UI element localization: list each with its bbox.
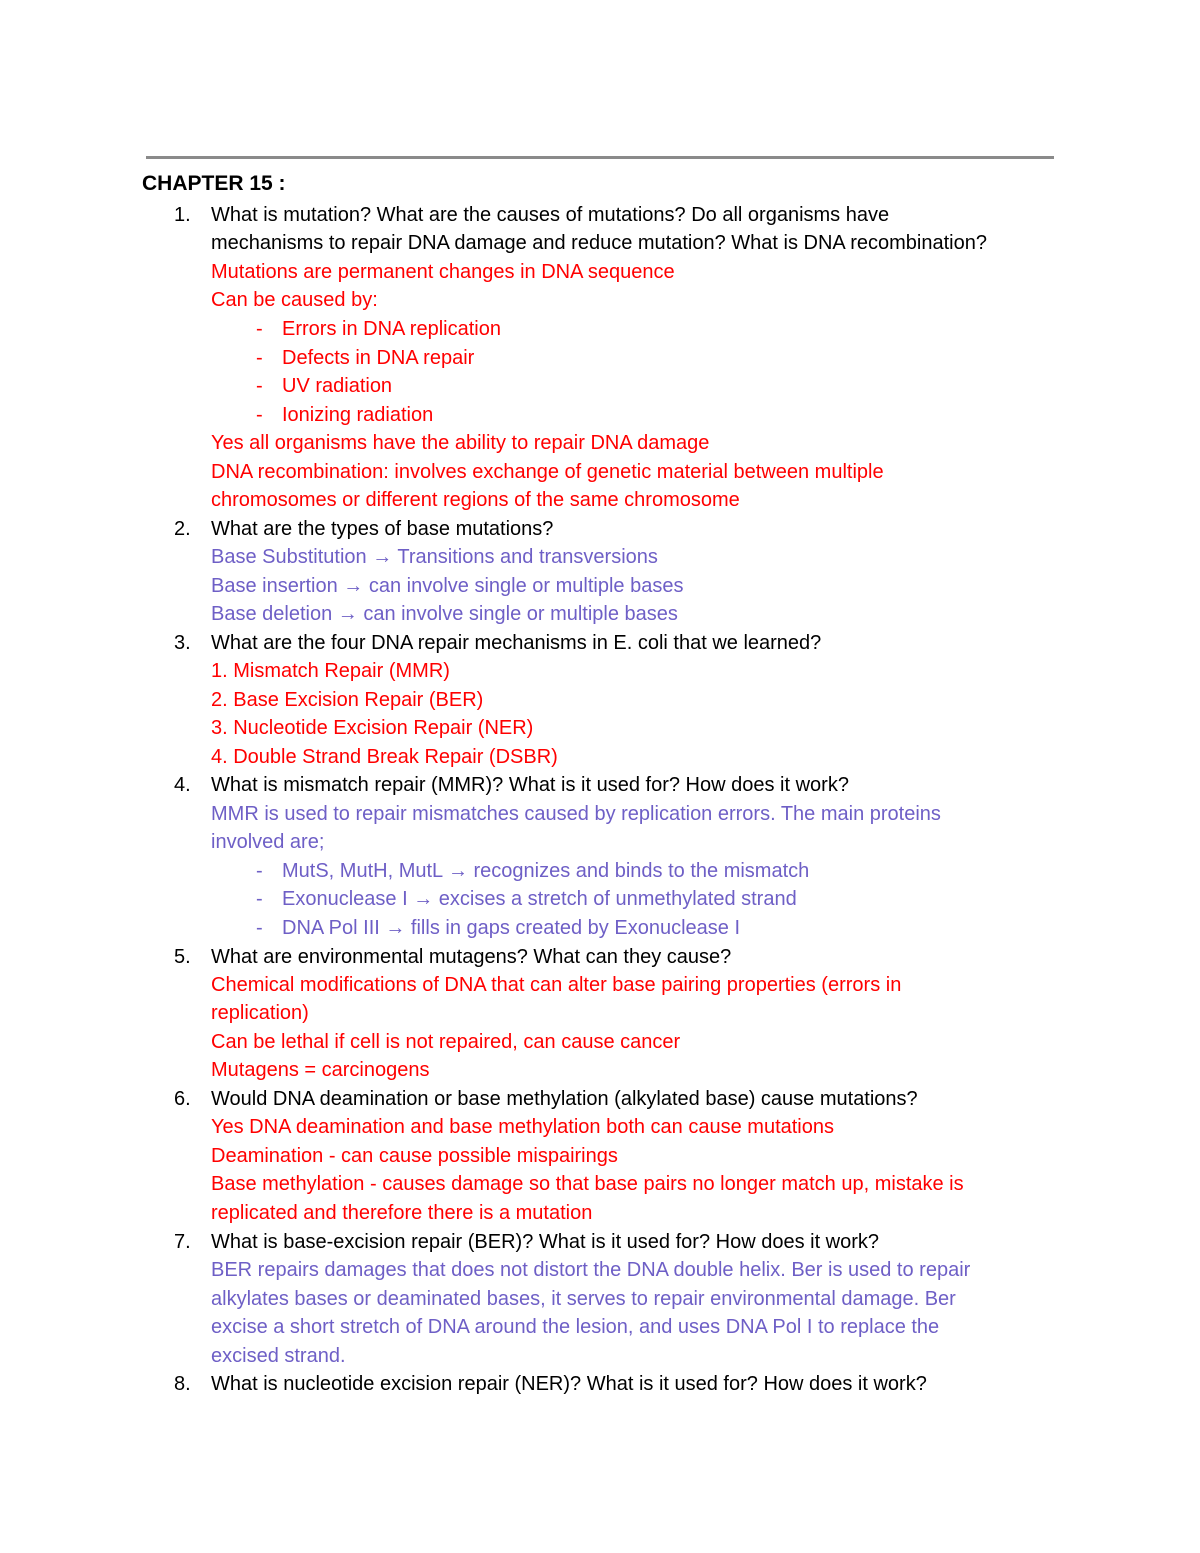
answer-text: Yes all organisms have the ability to repair DNA damage xyxy=(211,432,710,454)
answer-text: Base Substitution → Transitions and transversions xyxy=(211,546,658,568)
answer-text: excised strand. xyxy=(211,1345,346,1367)
bullet-item: Defects in DNA repair xyxy=(282,347,475,369)
answer-text: involved are; xyxy=(211,831,325,853)
bullet-dash: - xyxy=(256,917,263,939)
answer-text: 2. Base Excision Repair (BER) xyxy=(211,689,484,711)
answer-text: Yes DNA deamination and base methylation both can cause mutations xyxy=(211,1116,834,1138)
question-number: 6. xyxy=(174,1088,191,1110)
bullet-item: Errors in DNA replication xyxy=(282,318,501,340)
answer-text: Can be lethal if cell is not repaired, can cause cancer xyxy=(211,1031,681,1053)
bullet-dash: - xyxy=(256,404,263,426)
answer-text: 1. Mismatch Repair (MMR) xyxy=(211,660,450,682)
question-number: 3. xyxy=(174,632,191,654)
bullet-item: UV radiation xyxy=(282,375,393,397)
answer-text: chromosomes or different regions of the same chromosome xyxy=(211,489,740,511)
bullet-item: Exonuclease I → excises a stretch of unmethylated strand xyxy=(282,888,797,910)
answer-text: replicated and therefore there is a mutation xyxy=(211,1202,593,1224)
answer-text: MMR is used to repair mismatches caused by replication errors. The main proteins xyxy=(211,803,941,825)
header-rule xyxy=(146,156,1054,159)
question-number: 1. xyxy=(174,204,191,226)
question-number: 4. xyxy=(174,774,191,796)
bullet-dash: - xyxy=(256,888,263,910)
answer-text: replication) xyxy=(211,1002,309,1024)
bullet-item: MutS, MutH, MutL → recognizes and binds to the mismatch xyxy=(282,860,810,882)
bullet-dash: - xyxy=(256,318,263,340)
bullet-dash: - xyxy=(256,347,263,369)
question-text: What is nucleotide excision repair (NER)? What is it used for? How does it work? xyxy=(211,1373,927,1395)
question-text: Would DNA deamination or base methylation (alkylated base) cause mutations? xyxy=(211,1088,918,1110)
bullet-dash: - xyxy=(256,860,263,882)
question-text: What is mismatch repair (MMR)? What is it used for? How does it work? xyxy=(211,774,849,796)
answer-text: BER repairs damages that does not distort the DNA double helix. Ber is used to repair xyxy=(211,1259,971,1281)
question-text: What is base-excision repair (BER)? What is it used for? How does it work? xyxy=(211,1231,880,1253)
answer-text: DNA recombination: involves exchange of genetic material between multiple xyxy=(211,461,884,483)
bullet-dash: - xyxy=(256,375,263,397)
answer-text: excise a short stretch of DNA around the lesion, and uses DNA Pol I to replace the xyxy=(211,1316,940,1338)
question-text: mechanisms to repair DNA damage and reduce mutation? What is DNA recombination? xyxy=(211,232,987,254)
answer-text: 4. Double Strand Break Repair (DSBR) xyxy=(211,746,558,768)
answer-text: Mutagens = carcinogens xyxy=(211,1059,430,1081)
answer-text: Base insertion → can involve single or multiple bases xyxy=(211,575,684,597)
question-number: 8. xyxy=(174,1373,191,1395)
answer-text: alkylates bases or deaminated bases, it serves to repair environmental damage. Ber xyxy=(211,1288,956,1310)
question-text: What are the four DNA repair mechanisms in E. coli that we learned? xyxy=(211,632,822,654)
answer-text: Deamination - can cause possible mispairings xyxy=(211,1145,618,1167)
answer-text: Chemical modifications of DNA that can alter base pairing properties (errors in xyxy=(211,974,902,996)
answer-text: Base deletion → can involve single or multiple bases xyxy=(211,603,678,625)
answer-text: Mutations are permanent changes in DNA sequence xyxy=(211,261,675,283)
bullet-item: DNA Pol III → fills in gaps created by Exonuclease I xyxy=(282,917,740,939)
answer-text: Base methylation - causes damage so that base pairs no longer match up, mistake is xyxy=(211,1173,964,1195)
question-text: What are environmental mutagens? What can they cause? xyxy=(211,946,732,968)
answer-text: 3. Nucleotide Excision Repair (NER) xyxy=(211,717,534,739)
question-text: What are the types of base mutations? xyxy=(211,518,554,540)
question-number: 5. xyxy=(174,946,191,968)
bullet-item: Ionizing radiation xyxy=(282,404,434,426)
question-text: What is mutation? What are the causes of mutations? Do all organisms have xyxy=(211,204,890,226)
question-number: 2. xyxy=(174,518,191,540)
chapter-title: CHAPTER 15 : xyxy=(142,172,286,195)
question-number: 7. xyxy=(174,1231,191,1253)
answer-text: Can be caused by: xyxy=(211,289,378,311)
